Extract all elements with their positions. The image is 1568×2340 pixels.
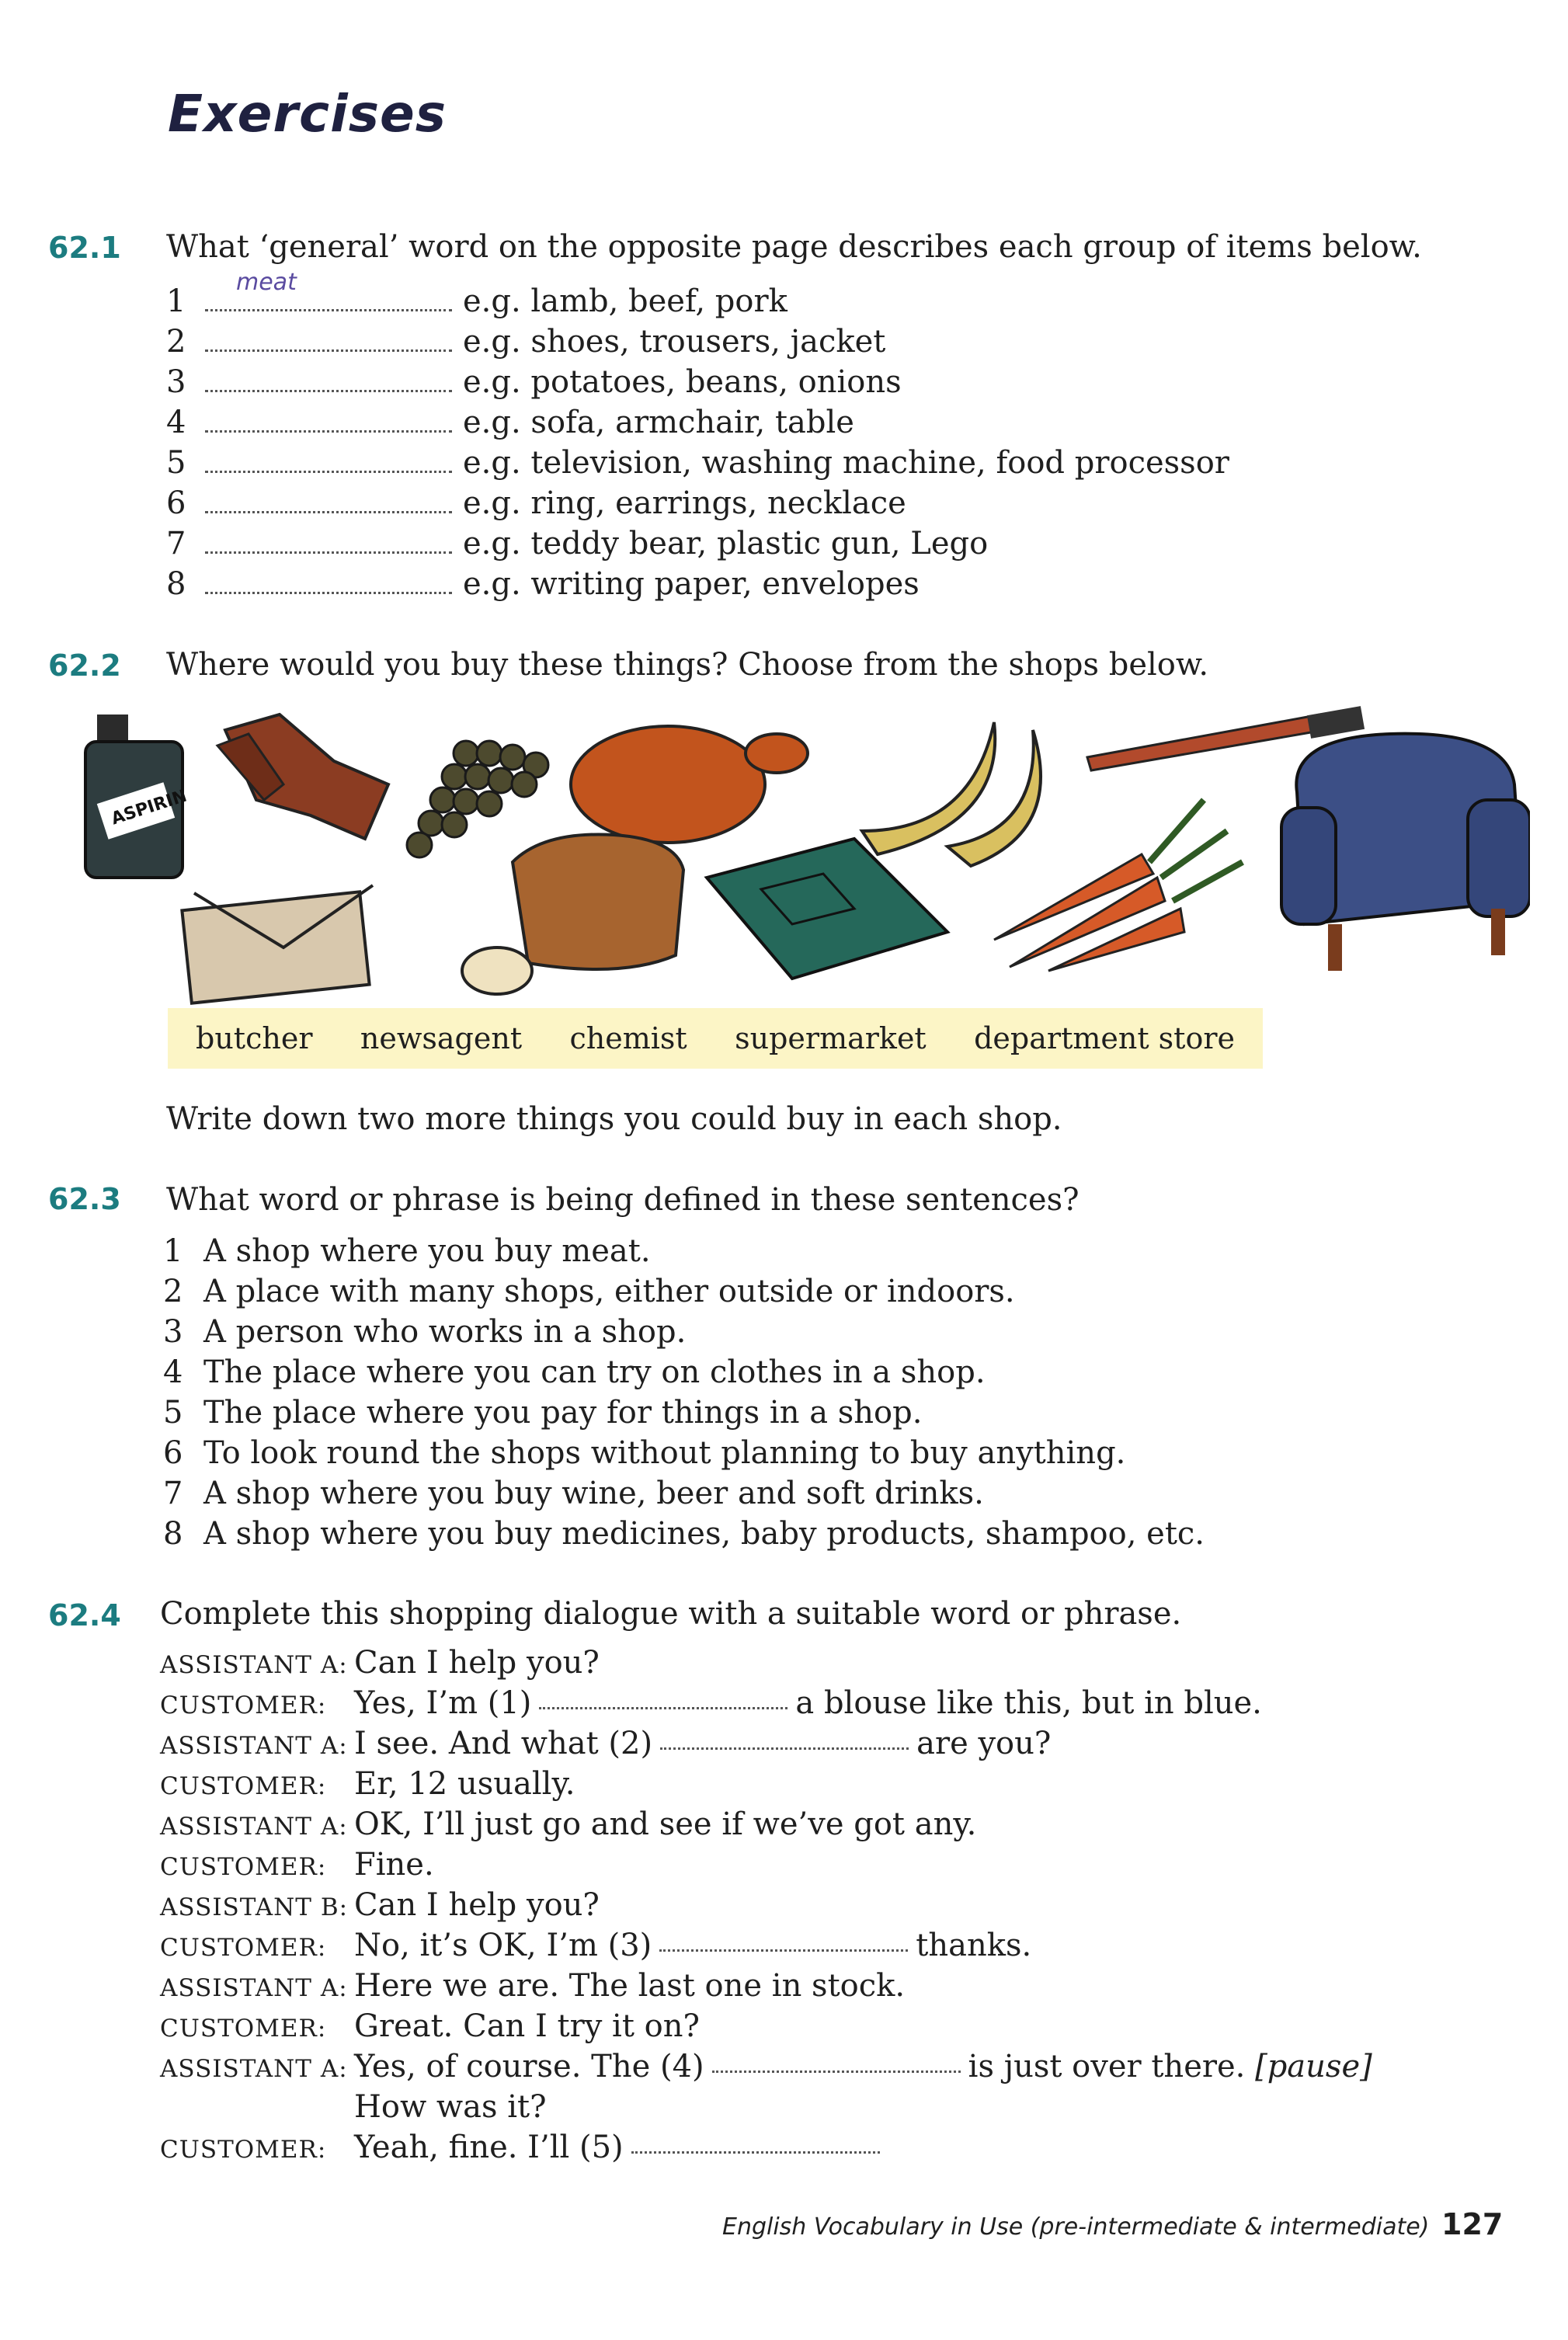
speaker-label: CUSTOMER:: [160, 1692, 327, 1719]
item-number: 3: [166, 364, 186, 400]
dialogue-line: ASSISTANT A: Yes, of course. The (4) is just over there. [pause]: [160, 2049, 1372, 2084]
list-item: 8 A shop where you buy medicines, baby products, shampoo, etc.: [163, 1516, 1205, 1552]
list-item: 2 A place with many shops, either outside or indoors.: [163, 1274, 1015, 1309]
list-item: [166, 269, 787, 322]
handwritten-answer: meat: [236, 269, 297, 296]
dialogue-line: CUSTOMER: Fine.: [160, 1847, 434, 1883]
dialogue-line: ASSISTANT A: Here we are. The last one in stock.: [160, 1968, 906, 2004]
bread-loaf-icon: [462, 834, 683, 994]
bananas-icon: [862, 722, 1041, 866]
list-item: [166, 324, 885, 363]
item-number: 2: [166, 324, 186, 360]
shop-option: butcher: [196, 1021, 313, 1055]
item-text: e.g. ring, earrings, necklace: [463, 485, 906, 521]
answer-blank[interactable]: [539, 1685, 787, 1709]
item-text: e.g. lamb, beef, pork: [463, 283, 787, 319]
dialogue-line: CUSTOMER: Yeah, fine. I’ll (5): [160, 2130, 888, 2165]
exercise-number: 62.3: [48, 1182, 121, 1216]
bottle-label: ASPIRIN: [109, 786, 189, 829]
item-number: 8: [166, 566, 186, 602]
answer-blank[interactable]: [205, 447, 452, 473]
exercise-number: 62.4: [48, 1598, 121, 1632]
exercise-number: 62.1: [48, 231, 121, 265]
speaker-label: CUSTOMER:: [160, 1853, 327, 1881]
grapes-icon: [407, 741, 548, 857]
dialogue-line: How was it?: [160, 2089, 547, 2125]
answer-blank[interactable]: [205, 269, 452, 311]
exercise-instruction: What word or phrase is being defined in these sentences?: [166, 1182, 1080, 1218]
page-number: 127: [1441, 2207, 1504, 2241]
list-item: 3 A person who works in a shop.: [163, 1314, 687, 1350]
dialogue-line: ASSISTANT A: OK, I’ll just go and see if we’ve got any.: [160, 1806, 977, 1842]
answer-blank[interactable]: [205, 488, 452, 513]
shop-word-box: [168, 1008, 1263, 1069]
dialogue-line: ASSISTANT A: Can I help you?: [160, 1645, 600, 1681]
speaker-label: ASSISTANT A:: [160, 2055, 348, 2083]
book-icon: [707, 839, 947, 979]
dialogue-line: ASSISTANT A: I see. And what (2) are you?: [160, 1726, 1052, 1761]
speaker-label: [160, 2089, 354, 2125]
answer-blank[interactable]: [205, 407, 452, 433]
armchair-icon: [1281, 734, 1530, 971]
speaker-label: ASSISTANT B:: [160, 1893, 349, 1921]
dialogue-line: CUSTOMER: Yes, I’m (1) a blouse like this, but in blue.: [160, 1685, 1262, 1721]
answer-blank[interactable]: [712, 2049, 961, 2073]
answer-blank[interactable]: [205, 568, 452, 594]
followup-instruction: Write down two more things you could buy in each shop.: [166, 1101, 1062, 1137]
list-item: [166, 485, 906, 524]
shop-option: supermarket: [735, 1021, 927, 1055]
dialogue-line: CUSTOMER: Er, 12 usually.: [160, 1766, 575, 1802]
item-text: e.g. sofa, armchair, table: [463, 405, 854, 440]
answer-blank[interactable]: [205, 367, 452, 392]
shop-option: department store: [974, 1021, 1235, 1055]
list-item: 7 A shop where you buy wine, beer and soft drinks.: [163, 1476, 984, 1511]
list-item: 1 A shop where you buy meat.: [163, 1233, 651, 1269]
answer-blank[interactable]: [205, 326, 452, 352]
shop-option: newsagent: [360, 1021, 523, 1055]
book-title-footer: English Vocabulary in Use (pre-intermediate & intermediate): [722, 2213, 1430, 2241]
speaker-label: CUSTOMER:: [160, 1934, 327, 1962]
answer-blank[interactable]: [659, 1928, 908, 1952]
envelopes-icon: [182, 885, 373, 1003]
item-number: 5: [166, 445, 186, 481]
page-title: Exercises: [168, 84, 447, 144]
speaker-label: ASSISTANT A:: [160, 1813, 348, 1841]
speaker-label: ASSISTANT A:: [160, 1651, 348, 1679]
item-text: e.g. writing paper, envelopes: [463, 566, 920, 602]
list-item: [166, 566, 920, 605]
shopping-items-illustration: [78, 699, 1530, 1010]
speaker-label: CUSTOMER:: [160, 1772, 327, 1800]
exercise-instruction: Where would you buy these things? Choose from the shops below.: [166, 647, 1209, 683]
answer-blank[interactable]: [660, 1726, 909, 1750]
aspirin-bottle-icon: [85, 715, 189, 878]
item-number: 1: [166, 283, 186, 319]
carrots-icon: [994, 800, 1243, 971]
exercise-instruction: Complete this shopping dialogue with a suitable word or phrase.: [160, 1596, 1182, 1632]
item-text: e.g. potatoes, beans, onions: [463, 364, 902, 400]
item-number: 6: [166, 485, 186, 521]
gloves-icon: [217, 715, 388, 839]
pause-note: [pause]: [1255, 2049, 1372, 2084]
dialogue-line: CUSTOMER: No, it’s OK, I’m (3) thanks.: [160, 1928, 1032, 1963]
dialogue-line: CUSTOMER: Great. Can I try it on?: [160, 2008, 700, 2044]
dialogue-line: ASSISTANT B: Can I help you?: [160, 1887, 600, 1923]
exercise-instruction: What ‘general’ word on the opposite page describes each group of items below.: [166, 229, 1422, 265]
list-item: 4 The place where you can try on clothes in a shop.: [163, 1354, 986, 1390]
speaker-label: CUSTOMER:: [160, 2136, 327, 2164]
list-item: [166, 445, 1229, 484]
list-item: [166, 526, 988, 565]
list-item: [166, 364, 902, 403]
list-item: 5 The place where you pay for things in a shop.: [163, 1395, 923, 1431]
item-text: e.g. teddy bear, plastic gun, Lego: [463, 526, 989, 562]
list-item: [166, 405, 854, 443]
item-number: 4: [166, 405, 186, 440]
speaker-label: CUSTOMER:: [160, 2015, 327, 2043]
item-text: e.g. shoes, trousers, jacket: [463, 324, 886, 360]
list-item: 6 To look round the shops without planning to buy anything.: [163, 1435, 1126, 1471]
shop-option: chemist: [569, 1021, 687, 1055]
item-number: 7: [166, 526, 186, 562]
speaker-label: ASSISTANT A:: [160, 1732, 348, 1760]
answer-blank[interactable]: [631, 2130, 880, 2154]
answer-blank[interactable]: [205, 528, 452, 554]
roast-chicken-icon: [571, 726, 808, 843]
item-text: e.g. television, washing machine, food processor: [463, 445, 1229, 481]
exercise-number: 62.2: [48, 648, 121, 683]
speaker-label: ASSISTANT A:: [160, 1974, 348, 2002]
